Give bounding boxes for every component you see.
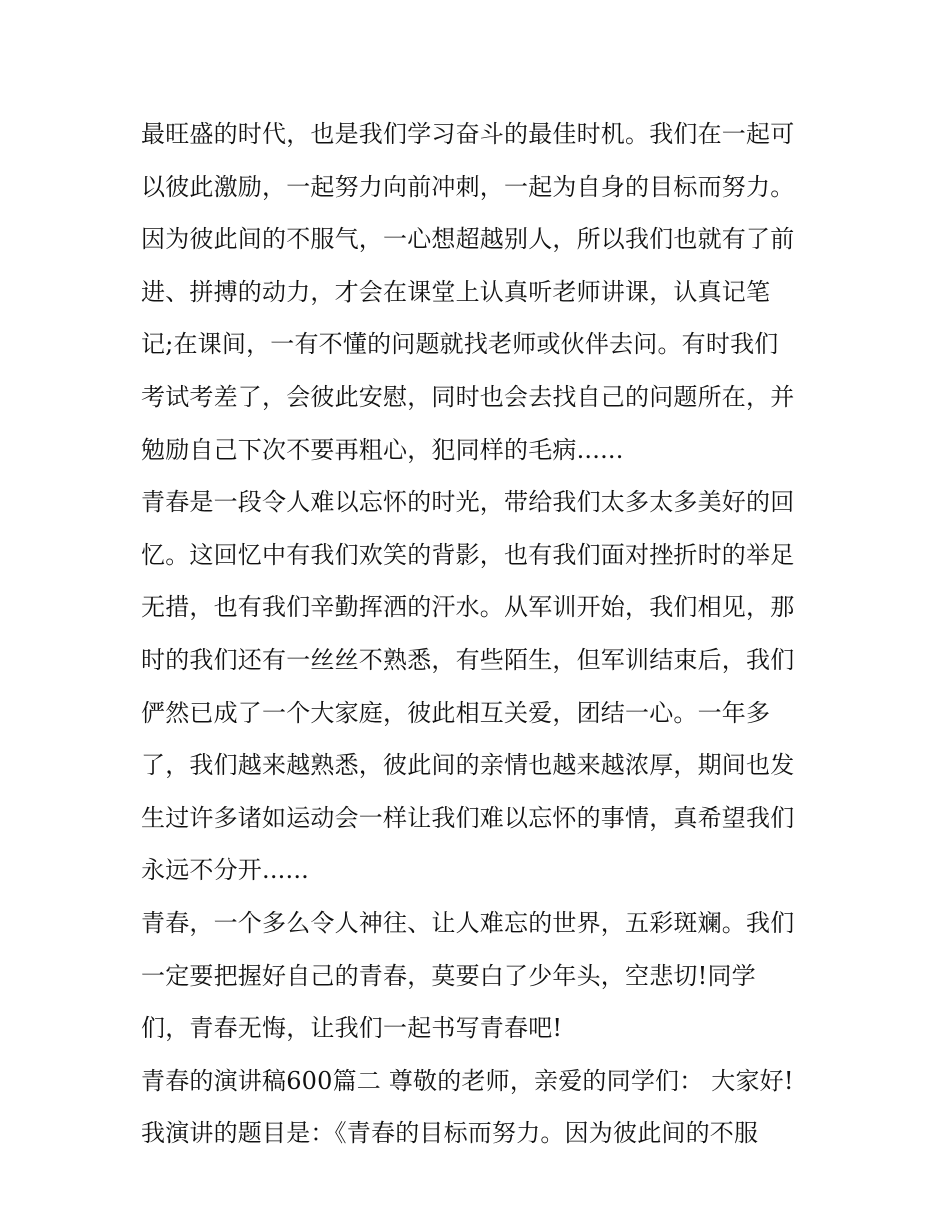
document-body	[141, 108, 821, 1160]
text-line: 记;在课间，一有不懂的问题就找老师或伙伴去问。有时我们	[141, 330, 779, 359]
text-line: 勉励自己下次不要再粗心，犯同样的毛病......	[141, 435, 624, 464]
text-line: 考试考差了，会彼此安慰，同时也会去找自己的问题所在，并	[141, 382, 795, 411]
text-line: 我演讲的题目是：《青春的目标而努力。因为彼此间的不服	[141, 1119, 759, 1148]
text-line: 进、拼搏的动力，才会在课堂上认真听老师讲课，认真记笔	[141, 277, 771, 306]
text-line: 时的我们还有一丝丝不熟悉，有些陌生，但军训结束后，我们	[141, 645, 795, 674]
text-line: 们，青春无悔，让我们一起书写青春吧!	[141, 1014, 563, 1043]
text-line: 最旺盛的时代，也是我们学习奋斗的最佳时机。我们在一起可	[141, 120, 795, 148]
text-line: 青春是一段令人难以忘怀的时光，带给我们太多太多美好的回	[141, 488, 795, 517]
text-line: 生过许多诸如运动会一样让我们难以忘怀的事情，真希望我们	[141, 803, 795, 832]
text-line: 了，我们越来越熟悉，彼此间的亲情也越来越浓厚，期间也发	[141, 751, 795, 780]
text-line: 忆。这回忆中有我们欢笑的背影，也有我们面对挫折时的举足	[141, 540, 795, 569]
text-line: 青春的演讲稿600篇二 尊敬的老师，亲爱的同学们： 大家好!	[141, 1066, 794, 1095]
text-line: 一定要把握好自己的青春，莫要白了少年头，空悲切!同学	[141, 961, 756, 990]
text-line: 以彼此激励，一起努力向前冲刺，一起为自身的目标而努力。	[141, 172, 795, 201]
text-line: 青春，一个多么令人神往、让人难忘的世界，五彩斑斓。我们	[141, 908, 795, 937]
text-line: 无措，也有我们辛勤挥洒的汗水。从军训开始，我们相见，那	[141, 593, 795, 622]
text-line: 俨然已成了一个大家庭，彼此相互关爱，团结一心。一年多	[141, 698, 771, 727]
text-line: 因为彼此间的不服气，一心想超越别人，所以我们也就有了前	[141, 225, 795, 254]
text-line: 永远不分开......	[141, 856, 309, 885]
